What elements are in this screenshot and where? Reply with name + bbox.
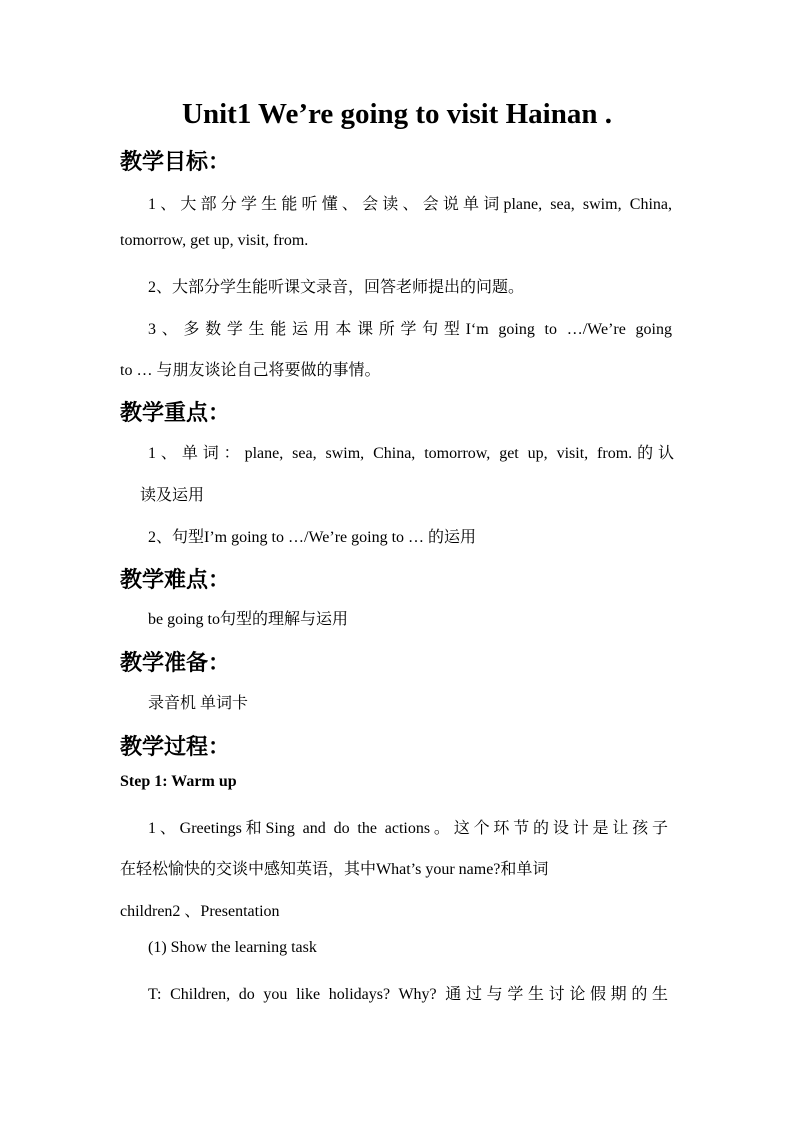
objective-item-1-line-2: tomorrow, get up, visit, from. [120,232,309,249]
step-1-line-2: 在轻松愉快的交谈中感知英语，其中What’s your name?和单词 [120,861,549,878]
process-heading: 教学过程： [120,734,231,759]
page-title: Unit1 We’re going to visit Hainan . [182,98,612,130]
difficulties-heading: 教学难点： [120,567,231,592]
step-1-line-3: children2 、Presentation [120,903,280,920]
difficulties-text: be going to句型的理解与运用 [148,611,348,628]
step-1-title: Step 1: Warm up [120,773,237,790]
key-points-heading: 教学重点： [120,400,231,425]
objective-item-3-line-1: 3、多数学生能运用本课所学句型I‘m going to …/We’re going [148,321,672,338]
key-point-item-1-line-2: 读及运用 [140,487,205,504]
key-point-item-1-line-1: 1、单词：plane, sea, swim, China, tomorrow, get up, visit, from.的认 [148,445,674,462]
preparation-text: 录音机 单词卡 [148,695,249,712]
preparation-heading: 教学准备： [120,650,231,675]
objectives-heading: 教学目标： [120,149,231,174]
objective-item-1-line-1: 1、大部分学生能听懂、会读、会说单词plane, sea, swim, China, [148,196,672,213]
objective-item-2: 2、大部分学生能听课文录音，回答老师提出的问题。 [148,279,525,296]
learning-task-line: (1) Show the learning task [148,939,317,956]
step-1-line-1: 1、Greetings和Sing and do the actions。这个环节的设计是让孩子 [148,820,668,837]
dialog-line: T: Children, do you like holidays? Why? 通过与学生讨论假期的生 [148,986,668,1003]
objective-item-3-line-2: to … 与朋友谈论自己将要做的事情。 [120,362,381,379]
key-point-item-2: 2、句型I’m going to …/We’re going to … 的运用 [148,529,477,546]
